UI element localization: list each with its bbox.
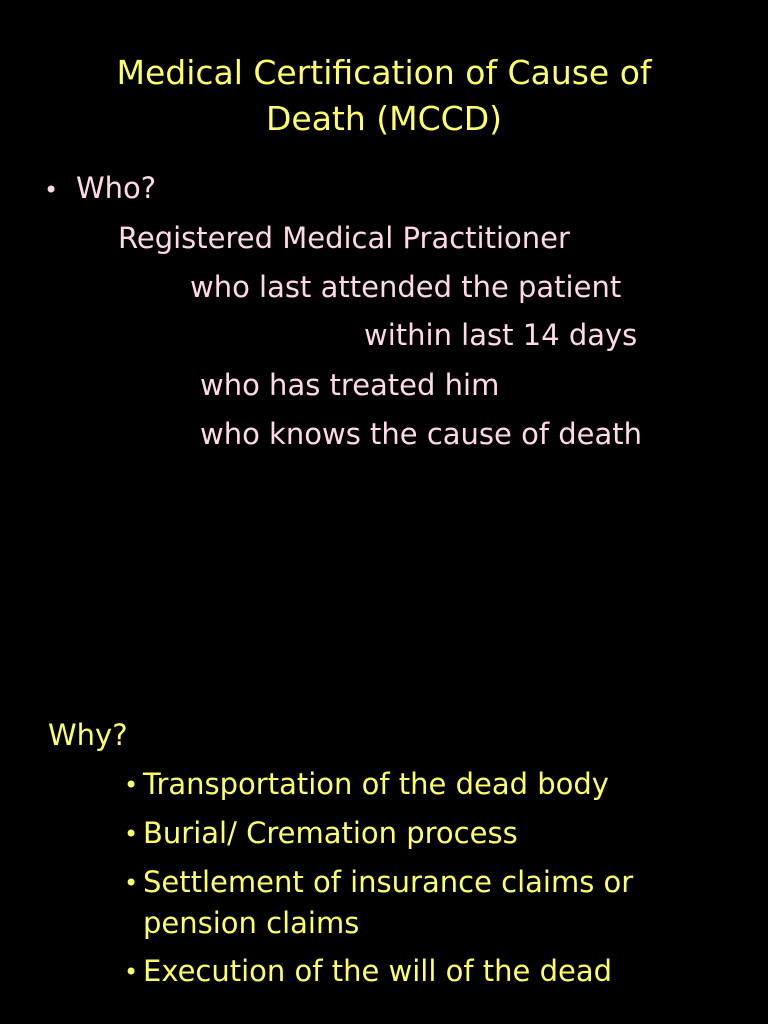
why-bullet-3: • xyxy=(124,869,139,897)
title-line-1: Medical Certification of Cause of xyxy=(116,53,652,92)
why-bullet-1: • xyxy=(124,771,139,799)
why-heading: Why? xyxy=(48,718,128,752)
slide-title xyxy=(40,50,728,142)
who-line-knows-cause: who knows the cause of death xyxy=(200,417,643,451)
who-bullet: • xyxy=(44,176,59,204)
why-bullet-4: • xyxy=(124,958,139,986)
why-item-burial: Burial/ Cremation process xyxy=(143,816,518,850)
who-line-last-attended: who last attended the patient xyxy=(190,270,622,304)
who-heading: Who? xyxy=(76,171,157,205)
why-bullet-2: • xyxy=(124,820,139,848)
why-item-settlement-cont: pension claims xyxy=(143,906,360,940)
why-item-settlement: Settlement of insurance claims or xyxy=(143,865,634,899)
title-line-2: Death (MCCD) xyxy=(266,99,502,138)
why-item-transportation: Transportation of the dead body xyxy=(143,767,609,801)
why-item-will: Execution of the will of the dead xyxy=(143,954,613,988)
who-line-within-days: within last 14 days xyxy=(364,318,638,352)
who-line-treated: who has treated him xyxy=(200,368,500,402)
who-line-practitioner: Registered Medical Practitioner xyxy=(118,221,570,255)
